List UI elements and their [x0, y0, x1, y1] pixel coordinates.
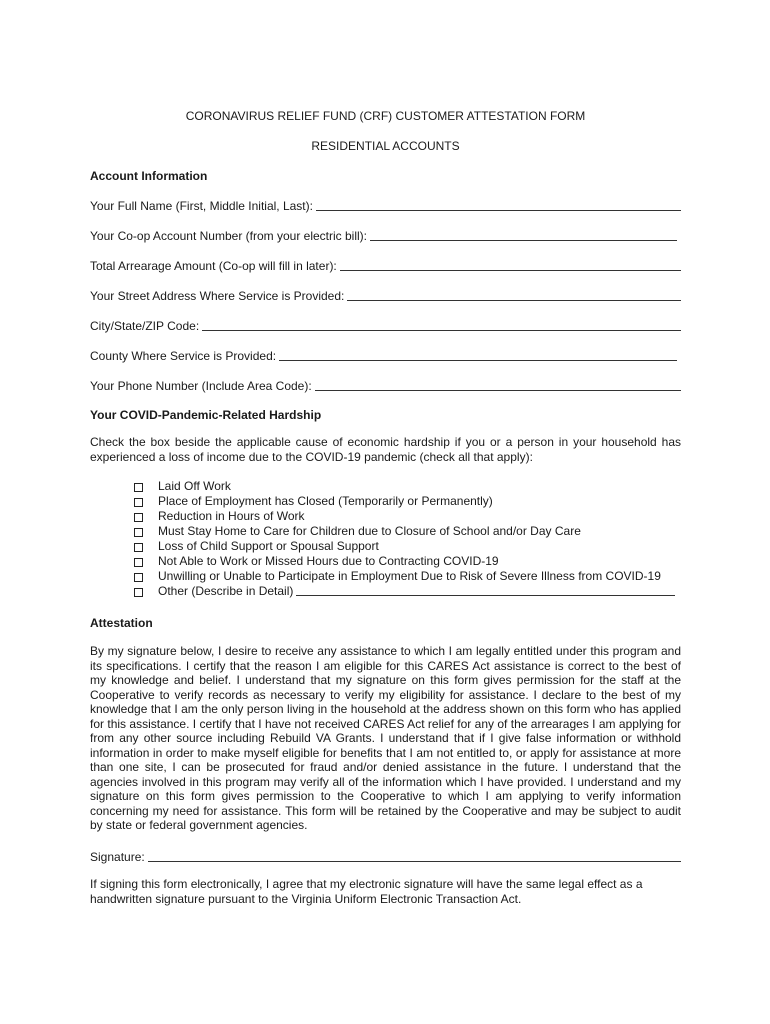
hardship-checklist — [90, 479, 681, 599]
hardship-option-label: Must Stay Home to Care for Children due to Closure of School and/or Day Care — [158, 524, 581, 538]
other-label: Other (Describe in Detail) — [158, 584, 294, 598]
hardship-option[interactable] — [134, 569, 681, 584]
hardship-option-label: Laid Off Work — [158, 479, 231, 493]
hardship-option[interactable] — [134, 524, 681, 539]
account-number-blank[interactable] — [370, 240, 677, 241]
full-name-blank[interactable] — [316, 210, 681, 211]
arrearage-amount-field[interactable] — [90, 258, 681, 274]
phone-number-blank[interactable] — [315, 390, 681, 391]
city-state-zip-field[interactable] — [90, 318, 681, 334]
street-address-blank[interactable] — [347, 300, 681, 301]
form-title: CORONAVIRUS RELIEF FUND (CRF) CUSTOMER ATTESTATION FORM — [185, 109, 586, 123]
other-blank[interactable] — [296, 595, 675, 596]
account-number-field[interactable] — [90, 228, 681, 244]
attestation-form-page — [90, 108, 681, 907]
checkbox[interactable] — [134, 588, 143, 597]
hardship-option[interactable] — [134, 539, 681, 554]
hardship-option[interactable] — [134, 554, 681, 569]
county-blank[interactable] — [279, 360, 677, 361]
form-subtitle: RESIDENTIAL ACCOUNTS — [311, 139, 460, 153]
city-state-zip-blank[interactable] — [202, 330, 681, 331]
arrearage-amount-label: Total Arrearage Amount (Co-op will fill in later): — [90, 259, 337, 273]
phone-number-label: Your Phone Number (Include Area Code): — [90, 379, 312, 393]
signature-field[interactable] — [90, 849, 681, 865]
street-address-label: Your Street Address Where Service is Provided: — [90, 289, 345, 303]
hardship-option-label: Not Able to Work or Missed Hours due to Contracting COVID-19 — [158, 554, 499, 568]
electronic-signature-notice: If signing this form electronically, I agree that my electronic signature will have the same legal effect as a handwritten signature pursuant to the Virginia Uniform Electronic Transaction Act. — [90, 876, 643, 906]
signature-label: Signature: — [90, 849, 145, 864]
other-field[interactable] — [158, 584, 681, 599]
hardship-instructions: Check the box beside the applicable cause of economic hardship if you or a person in your household has experienced a loss of income due to the COVID-19 pandemic (check all that apply): — [90, 435, 681, 464]
hardship-option-label: Reduction in Hours of Work — [158, 509, 305, 523]
full-name-field[interactable] — [90, 198, 681, 214]
account-information-heading: Account Information — [90, 169, 208, 183]
checkbox[interactable] — [134, 558, 143, 567]
hardship-option-label: Loss of Child Support or Spousal Support — [158, 539, 379, 553]
hardship-option[interactable] — [134, 479, 681, 494]
checkbox[interactable] — [134, 483, 143, 492]
phone-number-field[interactable] — [90, 378, 681, 394]
city-state-zip-label: City/State/ZIP Code: — [90, 319, 200, 333]
arrearage-amount-blank[interactable] — [340, 270, 681, 271]
hardship-option-label: Unwilling or Unable to Participate in Employment Due to Risk of Severe Illness from COVID-19 — [158, 569, 661, 583]
hardship-option[interactable] — [134, 509, 681, 524]
hardship-option[interactable] — [134, 494, 681, 509]
attestation-heading: Attestation — [90, 616, 153, 630]
checkbox[interactable] — [134, 528, 143, 537]
checkbox[interactable] — [134, 513, 143, 522]
signature-blank[interactable] — [148, 861, 681, 862]
checkbox[interactable] — [134, 498, 143, 507]
county-label: County Where Service is Provided: — [90, 349, 277, 363]
checkbox[interactable] — [134, 573, 143, 582]
street-address-field[interactable] — [90, 288, 681, 304]
county-field[interactable] — [90, 348, 681, 364]
attestation-body: By my signature below, I desire to receive any assistance to which I am legally entitled under this program and its specifications. I certify that the reason I am eligible for this CARES Act assistance is correct to the best of my knowledge and belief. I understand that my signature on this form gives permission for the staff at the Cooperative to verify records as necessary to verify my eligibility for assistance. I declare to the best of my knowledge that I am the only person living in the household at the address shown on this form who has applied for this assistance. I certify that I have not received CARES Act relief for any of the arrearages I am applying for from any other source including Rebuild VA Grants. I understand that if I give false information or withhold information in order to make myself eligible for benefits that I am not entitled to, or apply for assistance at more than one site, I can be prosecuted for fraud and/or denied assistance in the future. I understand that the agencies involved in this program may verify all of the information which I have provided. I understand and my signature on this form gives permission to the Cooperative to which I am applying to verify information concerning my need for assistance. This form will be retained by the Cooperative and may be subject to audit by state or federal government agencies. — [90, 644, 681, 832]
hardship-option-other[interactable] — [134, 584, 681, 599]
full-name-label: Your Full Name (First, Middle Initial, Last): — [90, 199, 313, 213]
account-number-label: Your Co-op Account Number (from your electric bill): — [90, 229, 367, 243]
hardship-heading: Your COVID-Pandemic-Related Hardship — [90, 408, 322, 422]
hardship-option-label: Place of Employment has Closed (Temporarily or Permanently) — [158, 494, 493, 508]
checkbox[interactable] — [134, 543, 143, 552]
